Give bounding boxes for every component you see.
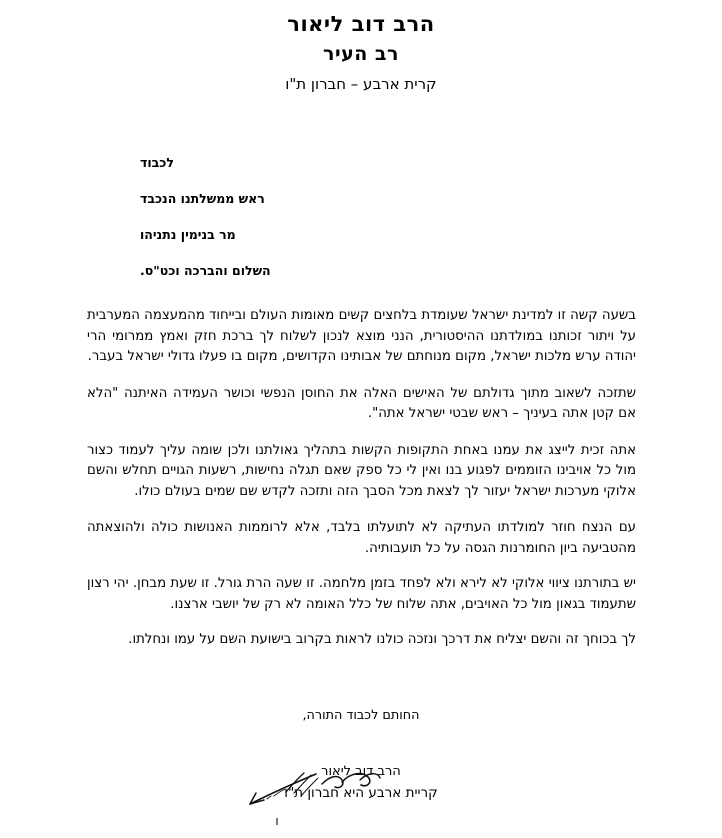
letterhead-place: קרית ארבע – חברון ת"ו bbox=[285, 74, 437, 93]
letterhead-rabbi-name: הרב דוב ליאור bbox=[287, 12, 435, 36]
addressee-title: ראש ממשלתנו הנכבד bbox=[140, 191, 265, 206]
scan-artifact bbox=[276, 818, 278, 825]
body-paragraph: אתה זכית לייצג את עמנו באחת התקופות הקשות בתהליך גאולתנו ולכן שומה עליך לעמוד כצור מול כל אויבינו הזוממים לפגוע בנו ואין לי כל ספק שאם תגלה נחישות, רשעות הגויים תחלש והשם אלוקי מערכות ישראל יעזור לך לצאת מכל הסבך הזה ותזכה לקדש שם שמים בעולם כולו. bbox=[87, 442, 636, 499]
signer-name: הרב דוב ליאור bbox=[321, 764, 401, 779]
body-paragraph: בשעה קשה זו למדינת ישראל שעומדת בלחצים קשים מאומות העולם ובייחוד מהמעצמה המערבית על ויתור זכותנו במולדתנו ההיסטורית, הנני מוצא לנכון לשלוח לך ברכת חזק ואמץ ממרומי הרי יהודה ערש מלכות ישראל, מקום מנוחתם של אבותינו הקדושים, מקום בו פעלו גדולי ישראל בעבר. bbox=[87, 308, 636, 364]
addressee-salutation: לכבוד bbox=[140, 155, 174, 170]
addressee-block bbox=[140, 155, 580, 278]
closing-sign-off: החותם לכבוד התורה, bbox=[302, 708, 420, 723]
addressee-name: מר בנימין נתניהו bbox=[140, 227, 236, 242]
body-paragraph: לך בכוחך זה והשם יצליח את דרכך ונזכה כולנו לראות בקרוב בישועת השם על עמו ונחלתו. bbox=[128, 632, 636, 647]
body-paragraph: עם הנצח חוזר למולדתו העתיקה לא לתועלתו בלבד, אלא לרוממות האנושות כולה ולהוצאתה מהטביעה ביון החומרנות הגסה על כל תועבותיה. bbox=[87, 520, 636, 556]
signature-block bbox=[0, 764, 722, 802]
letterhead-role: רב העיר bbox=[323, 43, 399, 66]
body-paragraph: שתזכה לשאוב מתוך גדולתם של האישים האלה את החוסן הנפשי וכושר העמידה האיתנה "הלא אם קטן אתה בעיניך – ראש שבטי ישראל אתה". bbox=[87, 385, 636, 421]
addressee-greeting: השלום והברכה וכט"ס. bbox=[140, 263, 271, 278]
letterhead bbox=[0, 10, 722, 94]
body-paragraph: יש בתורתנו ציווי אלוקי לא לירא ולא לפחד בזמן מלחמה. זו שעה הרת גורל. זו שעת מבחן. יהי רצון שתעמוד בגאון מול כל האויבים, אתה שלוח של כלל האומה לא רק של יושבי ארצנו. bbox=[87, 576, 636, 612]
signer-place: קריית ארבע היא חברון ת"ו bbox=[284, 785, 438, 802]
letter-body bbox=[87, 306, 636, 667]
